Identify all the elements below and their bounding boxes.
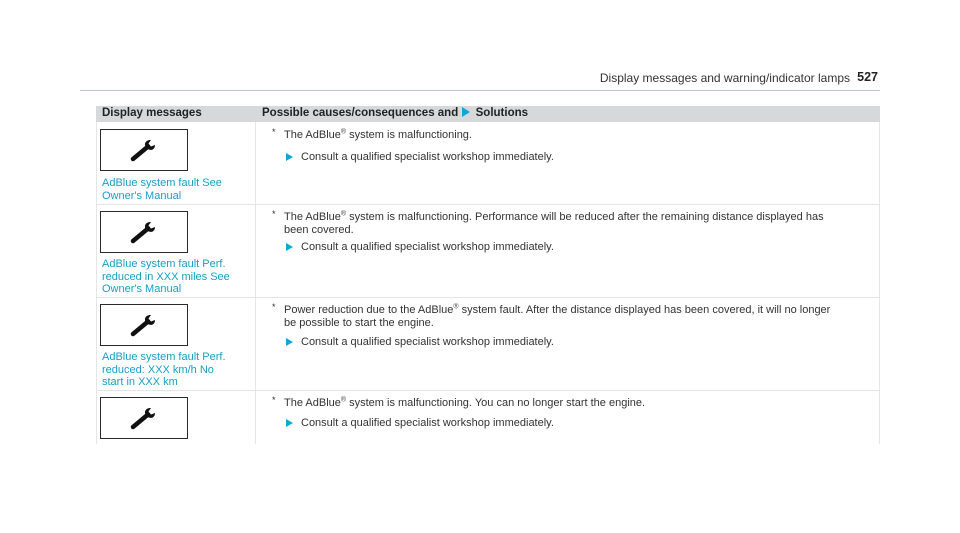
section-title: Display messages and warning/indicator lamps [599, 71, 850, 85]
solution-step [286, 336, 866, 349]
wrench-icon [100, 129, 188, 171]
cause-part: system is malfunctioning. [346, 129, 472, 141]
table-border-right [879, 122, 880, 444]
solutions-header-label: Solutions [475, 107, 529, 119]
cause-text [272, 304, 872, 330]
page-number: 527 [857, 70, 878, 84]
message-line: Owner's Manual [102, 283, 182, 295]
wrench-icon [100, 304, 188, 346]
registered-mark: ® [340, 396, 347, 404]
message-line: reduced: XXX km/h No [102, 363, 214, 376]
cause-part: The AdBlue [284, 397, 341, 409]
solution-text: Consult a qualified specialist workshop immediately. [301, 336, 554, 348]
row-divider [96, 390, 880, 391]
cause-continuation: been covered. [284, 224, 354, 236]
header-rule [80, 90, 880, 91]
column-divider [255, 122, 256, 444]
solution-arrow-icon [286, 419, 293, 427]
cause-part: system is malfunctioning. You can no longer start the engine. [346, 397, 646, 409]
col-display-messages-header: Display messages [102, 107, 202, 119]
solution-text: Consult a qualified specialist workshop immediately. [301, 241, 554, 253]
message-line: reduced in XXX miles See [102, 270, 230, 283]
registered-mark: ® [453, 303, 459, 311]
message-line: AdBlue system fault Perf. [102, 351, 226, 363]
cause-part: Power reduction due to the AdBlue [284, 304, 454, 316]
cause-text [272, 211, 872, 237]
solution-arrow-icon [286, 243, 293, 251]
registered-mark: ® [340, 128, 347, 136]
message-line: AdBlue system fault See [102, 177, 222, 189]
solution-step [286, 417, 866, 430]
footnote-star: * [272, 209, 276, 219]
cause-part: The AdBlue [284, 129, 341, 141]
cause-part: system fault. After the distance displayed has been covered, it will no longer [458, 304, 831, 316]
cause-continuation: be possible to start the engine. [284, 317, 434, 329]
table-header [96, 106, 880, 122]
row-divider [96, 297, 880, 298]
footnote-star: * [272, 127, 276, 137]
display-message [102, 177, 252, 202]
message-line: AdBlue system fault Perf. [102, 258, 226, 270]
cause-text [272, 129, 872, 142]
table-border-left [96, 122, 97, 444]
message-line: start in XXX km [102, 376, 178, 388]
cause-text [272, 397, 872, 410]
row-divider [96, 204, 880, 205]
solution-step [286, 241, 866, 254]
solution-text: Consult a qualified specialist workshop immediately. [301, 151, 554, 163]
solution-arrow-icon [462, 107, 470, 117]
cause-part: The AdBlue [284, 211, 341, 223]
registered-mark: ® [340, 210, 347, 218]
wrench-icon [100, 211, 188, 253]
display-message [102, 258, 252, 296]
solution-step [286, 151, 866, 164]
solution-arrow-icon [286, 338, 293, 346]
cause-part: system is malfunctioning. Performance will be reduced after the remaining distance displayed has [346, 211, 824, 223]
causes-header-label: Possible causes/consequences and [262, 107, 459, 119]
footnote-star: * [272, 302, 276, 312]
solution-text: Consult a qualified specialist workshop immediately. [301, 417, 554, 429]
solution-arrow-icon [286, 153, 293, 161]
footnote-star: * [272, 395, 276, 405]
col-causes-solutions-header [262, 107, 528, 119]
message-line: Owner's Manual [102, 189, 182, 202]
display-message [102, 351, 252, 389]
wrench-icon [100, 397, 188, 439]
